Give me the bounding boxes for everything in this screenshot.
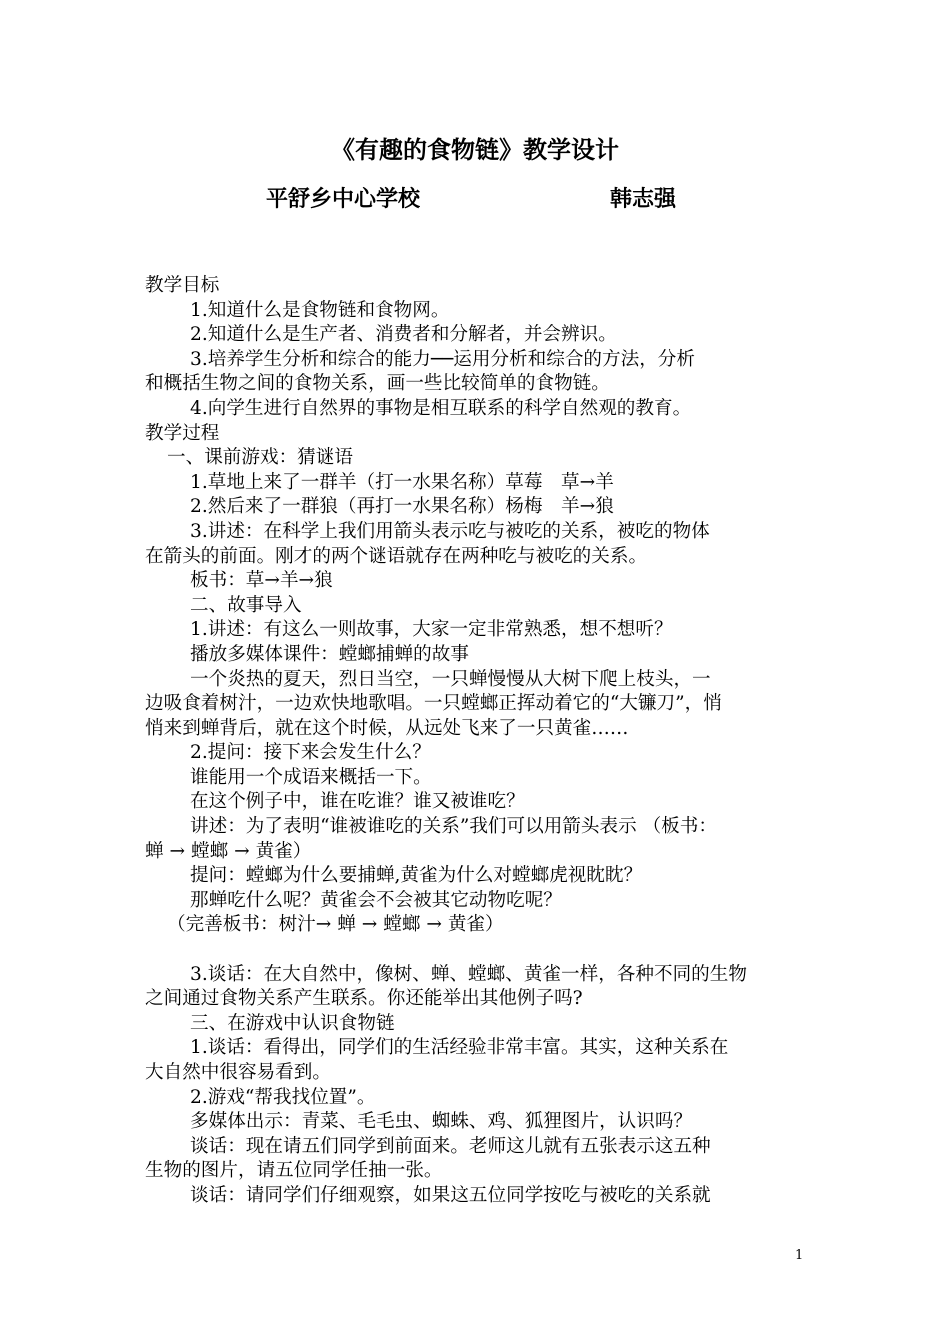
body-line: 2.然后来了一群狼（再打一水果名称）杨梅 羊→狼 — [190, 496, 614, 518]
body-line: 提问：螳螂为什么要捕蝉,黄雀为什么对螳螂虎视眈眈？ — [190, 865, 643, 887]
body-line: 3.培养学生分析和综合的能力──运用分析和综合的方法，分析 — [190, 348, 695, 370]
body-line: 悄来到蝉背后，就在这个时候，从远处飞来了一只黄雀…… — [145, 717, 629, 739]
body-line: 1.草地上来了一群羊（打一水果名称）草莓 草→羊 — [190, 471, 614, 493]
body-line: 4.向学生进行自然界的事物是相互联系的科学自然观的教育。 — [190, 397, 692, 419]
body-line: 2.提问：接下来会发生什么？ — [190, 742, 431, 764]
body-line: 教学过程 — [145, 422, 220, 444]
body-line: 1.知道什么是食物链和食物网。 — [190, 299, 450, 321]
body-line: 那蝉吃什么呢？黄雀会不会被其它动物吃呢？ — [190, 889, 562, 911]
document-title: 《有趣的食物链》教学设计 — [331, 136, 619, 164]
body-line: 和概括生物之间的食物关系，画一些比较简单的食物链。 — [145, 373, 610, 395]
body-line: 谁能用一个成语来概括一下。 — [190, 766, 432, 788]
body-line: 讲述：为了表明“谁被谁吃的关系”我们可以用箭头表示 （板书： — [190, 816, 717, 838]
body-line: 谈话：请同学们仔细观察，如果这五位同学按吃与被吃的关系就 — [190, 1184, 711, 1206]
body-line: 2.游戏“帮我找位置”。 — [190, 1086, 376, 1108]
body-line: 3.谈话：在大自然中，像树、蝉、螳螂、黄雀一样，各种不同的生物 — [190, 963, 747, 985]
body-line: 边吸食着树汁，一边欢快地歌唱。一只螳螂正挥动着它的“大镰刀”，悄 — [145, 693, 722, 715]
body-line: 3.讲述：在科学上我们用箭头表示吃与被吃的关系，被吃的物体 — [190, 520, 710, 542]
page-number: 1 — [795, 1248, 804, 1263]
body-line: 一、课前游戏：猜谜语 — [167, 447, 353, 469]
body-line: 教学目标 — [145, 275, 220, 296]
body-line: 2.知道什么是生产者、消费者和分解者，并会辨识。 — [190, 324, 617, 346]
body-line: 播放多媒体课件：螳螂捕蝉的故事 — [190, 643, 469, 665]
school-name: 平舒乡中心学校 — [266, 187, 421, 212]
body-line: 二、故事导入 — [190, 594, 302, 616]
body-line: 1.讲述：有这么一则故事，大家一定非常熟悉，想不想听？ — [190, 619, 673, 641]
body-line: 在箭头的前面。刚才的两个谜语就存在两种吃与被吃的关系。 — [145, 545, 648, 567]
body-line: 之间通过食物关系产生联系。你还能举出其他例子吗? — [145, 988, 583, 1010]
body-line: 一个炎热的夏天，烈日当空，一只蝉慢慢从大树下爬上枝头，一 — [190, 668, 711, 690]
body-line: 谈话：现在请五们同学到前面来。老师这儿就有五张表示这五种 — [190, 1135, 711, 1157]
body-line: 三、在游戏中认识食物链 — [190, 1012, 395, 1034]
body-line: 1.谈话：看得出，同学们的生活经验非常丰富。其实，这种关系在 — [190, 1037, 729, 1059]
body-line: 大自然中很容易看到。 — [145, 1062, 331, 1083]
author-name: 韩志强 — [610, 187, 677, 212]
body-line: 多媒体出示：青菜、毛毛虫、蜘蛛、鸡、狐狸图片，认识吗？ — [190, 1111, 693, 1133]
body-line: 生物的图片，请五位同学任抽一张。 — [145, 1160, 443, 1182]
body-line: 在这个例子中，谁在吃谁？谁又被谁吃？ — [190, 791, 525, 813]
body-line: （完善板书：树汁→ 蝉 → 螳螂 → 黄雀） — [167, 914, 504, 936]
body-line: 板书：草→羊→狼 — [190, 570, 333, 592]
body-line — [145, 938, 809, 963]
document-body — [145, 274, 809, 1209]
body-line: 蝉 → 螳螂 → 黄雀） — [145, 840, 312, 862]
